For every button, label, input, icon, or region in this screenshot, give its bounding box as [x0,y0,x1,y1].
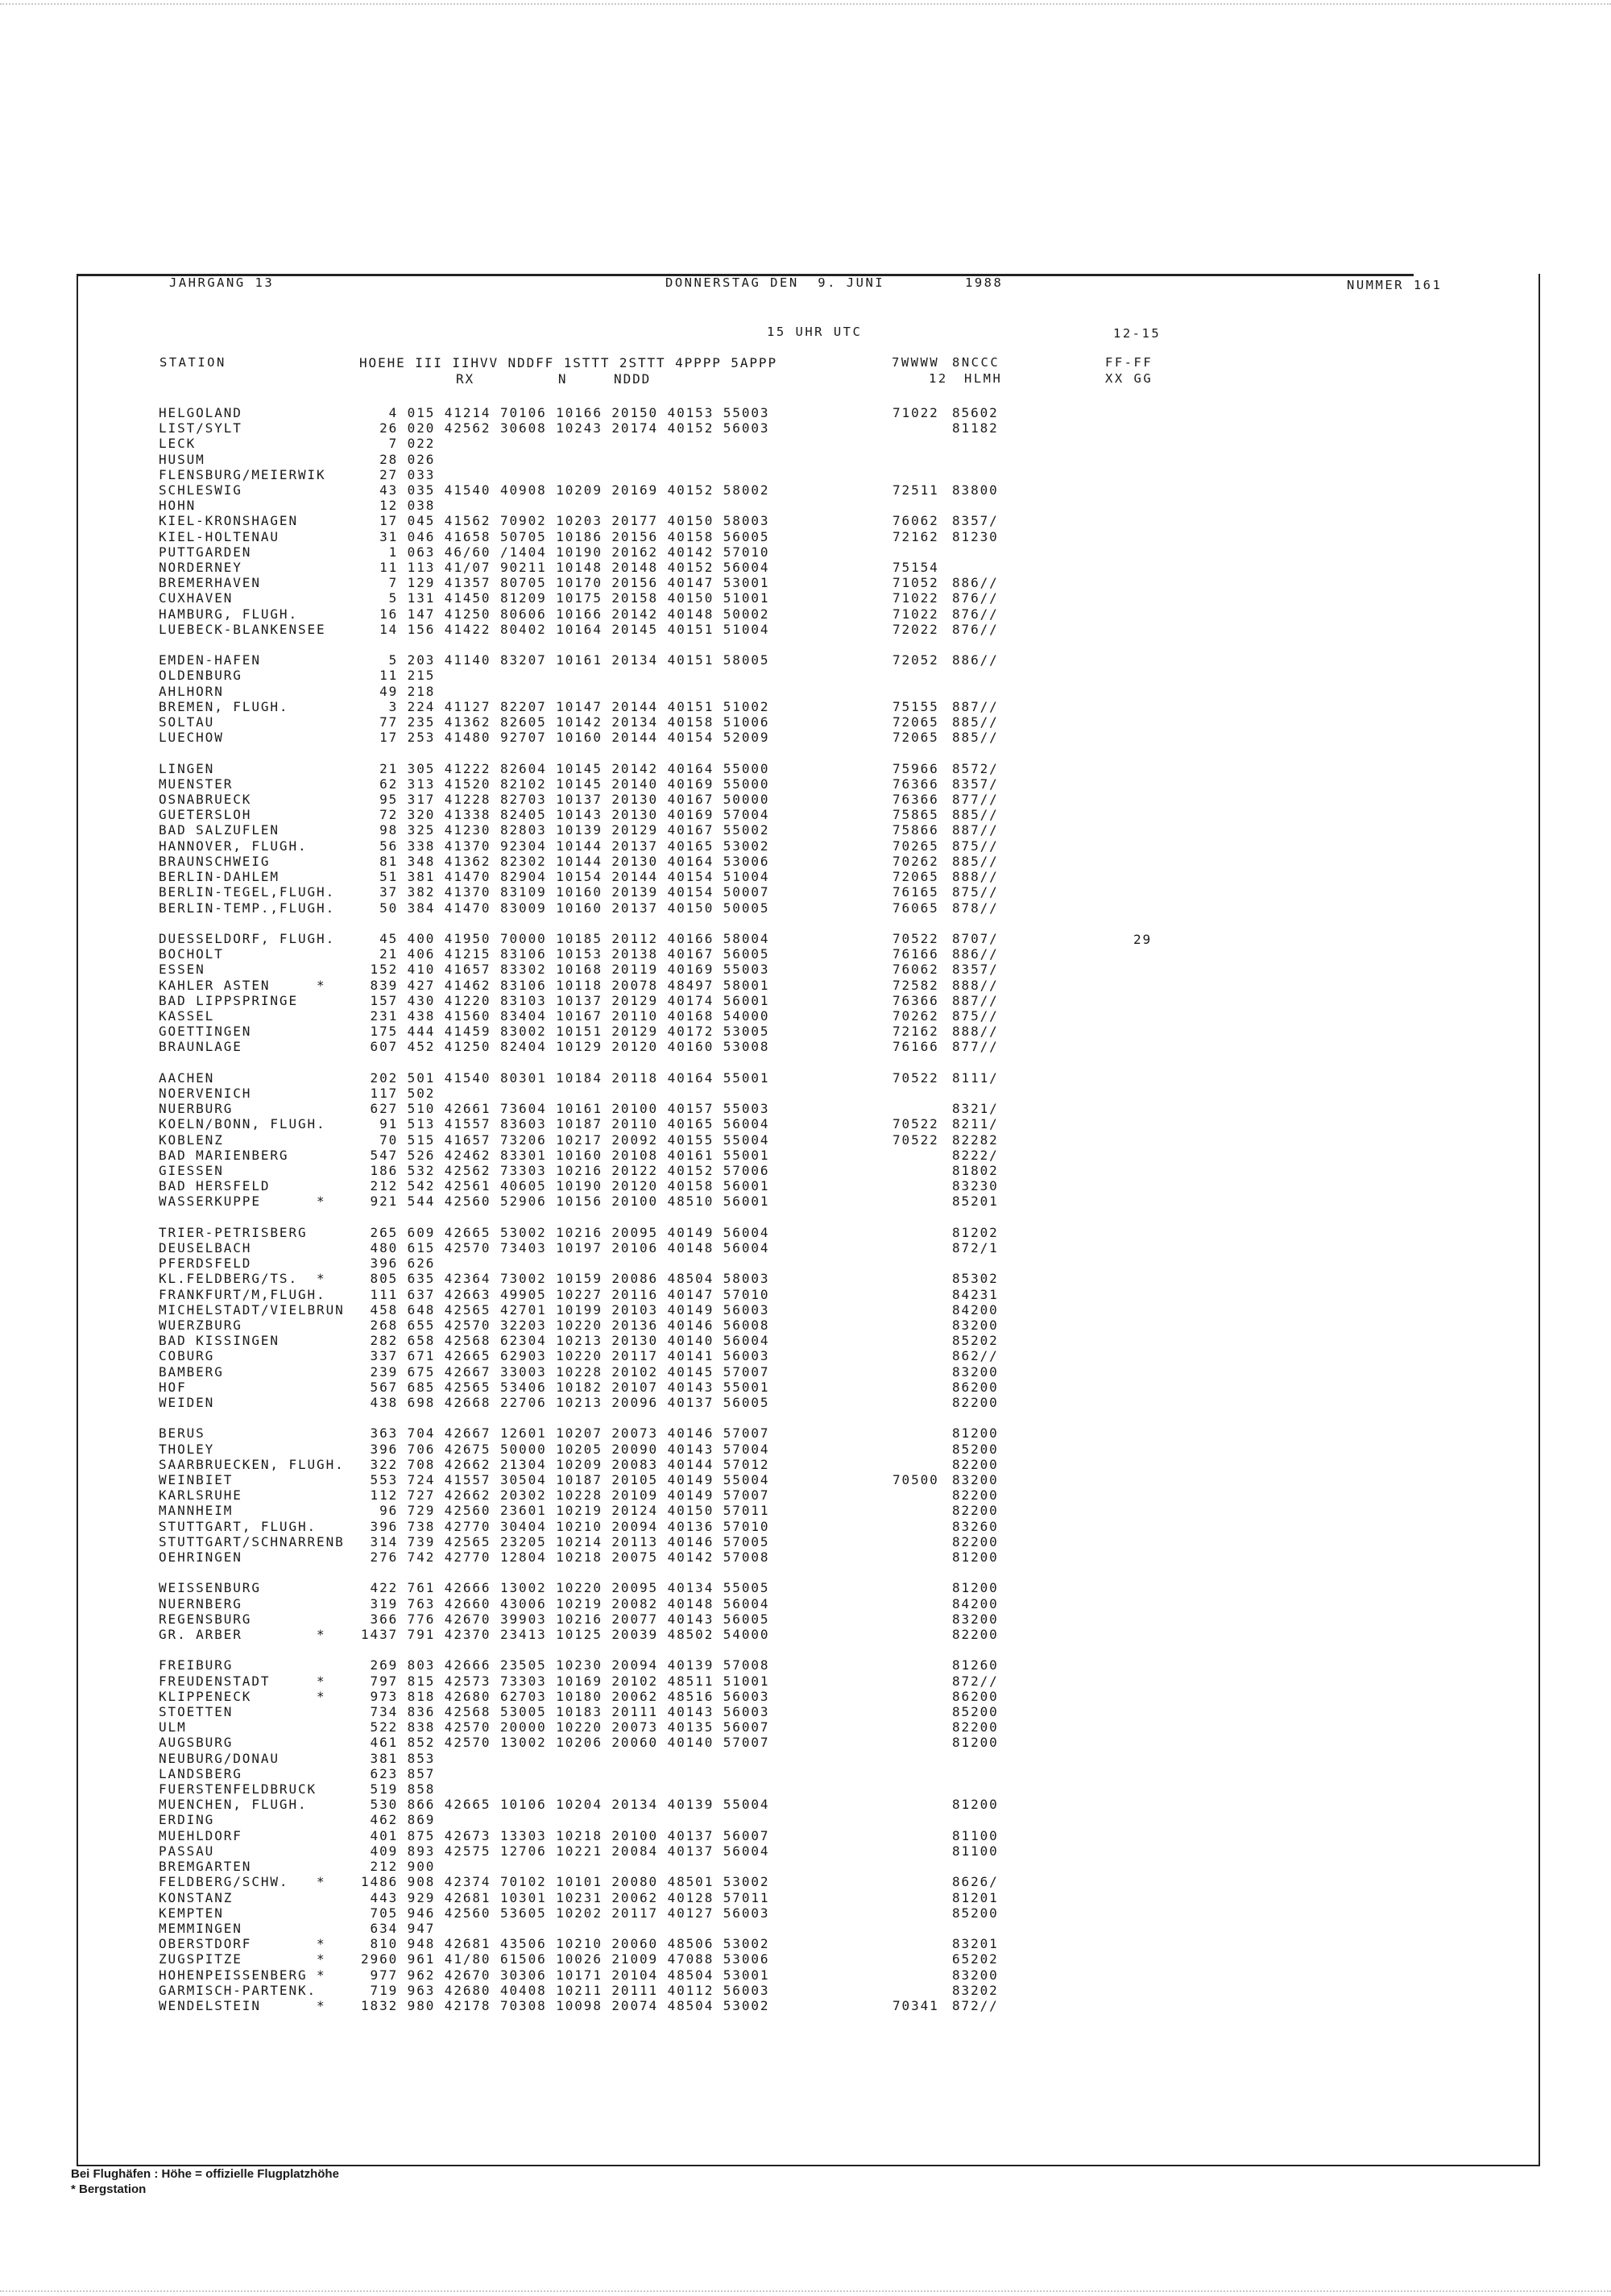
issue-number: NUMMER 161 [1347,278,1443,292]
station-column-header: STATION [159,355,226,370]
gust-value: 29 [1133,932,1153,947]
observation-values: 4 015 41214 70106 10166 20150 40153 55003 26 020 42562 30608 10243 20174 40152 56003 7 022 28 026 27 033 43 035 41540 40908 10209 20169 40152 58002 12 038 17 045 41562 70902 10203 20177 40150 58003 31 046 41658 50705 10186 20156 40158 56005 1 063 46/60 /1404 10190 20162 40142 57010 11 113 41/07 90211 10148 20148 40152 56004 7 129 41357 80705 10170 20156 40147 53001 5 131 41450 81209 10175 20158 40150 51001 16 147 41250 80606 10166 20142 40148 50002 14 156 41422 80402 10164 20145 40151 51004 5 203 41140 83207 10161 20134 40151 58005 11 215 49 218 3 224 41127 82207 10147 20144 40151 51002 77 235 41362 82605 10142 20134 40158 51006 17 253 41480 92707 10160 20144 40154 52009 21 305 41222 82604 10145 20142 40164 55000 62 313 41520 82102 10145 20140 40169 55000 95 317 41228 82703 10137 20130 40167 50000 72 320 41338 82405 10143 20130 40169 57004 98 325 41230 82803 10139 20129 40167 55002 56 338 41370 92304 10144 20137 40165 53002 81 348 41362 82302 10144 20130 40164 53006 51 381 41470 82904 10154 20144 40154 51004 37 382 41370 83109 10160 20139 40154 50007 50 384 41470 83009 10160 20137 40150 50005 45 400 41950 70000 10185 20112 40166 58004 21 406 41215 83106 10153 20138 40167 56005 152 410 41657 83302 10168 20119 40169 55003 839 427 41462 83106 10118 20078 48497 58001 157 430 41220 83103 10137 20129 40174 56001 231 438 41560 83404 10167 20110 40168 54000 175 444 41459 83002 10151 20129 40172 53005 607 452 41250 82404 10129 20120 40160 53008 202 501 41540 80301 10184 20118 40164 55001 117 502 627 510 42661 73604 10161 20100 40157 55003 91 513 41557 83603 10187 20110 40165 56004 70 515 41657 73206 10217 20092 40155 55004 547 526 42462 83301 10160 20108 40161 55001 186 532 42562 73303 10216 20122 40152 57006 212 542 42561 40605 10190 20120 40158 56001 921 544 42560 52906 10156 20100 48510 56001 265 609 42665 53002 10216 20095 40149 56004 480 615 42570 73403 10197 20106 40148 56004 396 626 805 635 42364 73002 10159 20086 48504 58003 111 637 42663 49905 10227 20116 40147 57010 458 648 42565 42701 10199 20103 40149 56003 268 655 42570 32203 10220 20136 40146 56008 282 658 42568 62304 10213 20130 40140 56004 337 671 42665 62903 10220 20117 40141 56003 239 675 42667 33003 10228 20102 40145 57007 567 685 42565 53406 10182 20107 40143 55001 438 698 42668 22706 10213 20096 40137 56005 363 704 42667 12601 10207 20073 40146 57007 396 706 42675 50000 10205 20090 40143 57004 322 708 42662 21304 10209 20083 40144 57012 553 724 41557 30504 10187 20105 40149 55004 112 727 42662 20302 10228 20109 40149 57007 96 729 42560 23601 10219 20124 40150 57011 396 738 42770 30404 10210 20094 40136 57010 314 739 42565 23205 10214 20113 40146 57005 276 742 42770 12804 10218 20075 40142 57008 422 761 42666 13002 10220 20095 40134 55005 319 763 42660 43006 10219 20082 40148 56004 366 776 42670 39903 10216 20077 40143 56005 1437 791 42370 23413 10125 20039 48502 54000 269 803 42666 23505 10230 20094 40139 57008 797 815 42573 73303 10169 20102 48511 51001 973 818 42680 62703 10180 20062 48516 56003 734 836 42568 53005 10183 20111 40143 56003 522 838 42570 20000 10220 20073 40135 56007 461 852 42570 13002 10206 20060 40140 57007 381 853 623 857 519 858 530 866 42665 10106 10204 20134 40139 55004 462 869 401 875 42673 13303 10218 20100 40137 56007 409 893 42575 12706 10221 20084 40137 56004 212 900 1486 908 42374 70102 10101 20080 48501 53002 443 929 42681 10301 10231 20062 40128 57011 705 946 42560 53605 10202 20117 40127 56003 634 947 810 948 42681 43506 10210 20060 48506 53002 2960 961 41/80 61506 10026 21009 47088 53006 977 962 42670 30306 10171 20104 48504 53001 719 963 42680 40408 10211 20111 40112 56003 1832 980 42178 70308 10098 20074 48504 53002 [361,405,770,2013]
bottom-edge-line [0,2290,1611,2292]
data-column-header: HOEHE III IIHVV NDDFF 1STTT 2STTT 4PPPP 5APPP [359,355,777,370]
group-8-values: 85602 81182 83800 8357/ 81230 886// 876// 876// 876// 886// 887// 885// 885// 8572/ 8357/ 877// 885// 887// 875// 885// 888// 875// 878// 8707/ 886// 8357/ 888// 887// 875// 888// 877// 8111/ 8321/ 8211/ 82282 8222/ 81802 83230 85201 81202 872/1 85302 84231 84200 83200 85202 862// 83200 86200 82200 81200 85200 82200 83200 82200 82200 83260 82200 81200 81200 84200 83200 82200 81260 872// 86200 85200 82200 81200 81200 81100 81100 8626/ 81201 85200 83201 65202 83200 83202 872// [952,405,999,2013]
footnote-airport-height: Bei Flughäfen : Höhe = offizielle Flugplatzhöhe [71,2167,339,2181]
col9-header: 7WWWW [892,355,940,370]
top-edge-line [0,3,1611,5]
station-names: HELGOLAND LIST/SYLT LECK HUSUM FLENSBURG/MEIERWIK SCHLESWIG HOHN KIEL-KRONSHAGEN KIEL-HOLTENAU PUTTGARDEN NORDERNEY BREMERHAVEN CUXHAVEN HAMBURG, FLUGH. LUEBECK-BLANKENSEE EMDEN-HAFEN OLDENBURG AHLHORN BREMEN, FLUGH. SOLTAU LUECHOW LINGEN MUENSTER OSNABRUECK GUETERSLOH BAD SALZUFLEN HANNOVER, FLUGH. BRAUNSCHWEIG BERLIN-DAHLEM BERLIN-TEGEL,FLUGH. BERLIN-TEMP.,FLUGH. DUESSELDORF, FLUGH. BOCHOLT ESSEN KAHLER ASTEN * BAD LIPPSPRINGE KASSEL GOETTINGEN BRAUNLAGE AACHEN NOERVENICH NUERBURG KOELN/BONN, FLUGH. KOBLENZ BAD MARIENBERG GIESSEN BAD HERSFELD WASSERKUPPE * TRIER-PETRISBERG DEUSELBACH PFERDSFELD KL.FELDBERG/TS. * FRANKFURT/M,FLUGH. MICHELSTADT/VIELBRUN WUERZBURG BAD KISSINGEN COBURG BAMBERG HOF WEIDEN BERUS THOLEY SAARBRUECKEN, FLUGH. WEINBIET KARLSRUHE MANNHEIM STUTTGART, FLUGH. STUTTGART/SCHNARRENB OEHRINGEN WEISSENBURG NUERNBERG REGENSBURG GR. ARBER * FREIBURG FREUDENSTADT * KLIPPENECK * STOETTEN ULM AUGSBURG NEUBURG/DONAU LANDSBERG FUERSTENFELDBRUCK MUENCHEN, FLUGH. ERDING MUEHLDORF PASSAU BREMGARTEN FELDBERG/SCHW. * KONSTANZ KEMPTEN MEMMINGEN OBERSTDORF * ZUGSPITZE * HOHENPEISSENBERG * GARMISCH-PARTENK. WENDELSTEIN * [159,405,345,2013]
col9-subheader: 12 [929,371,948,386]
time-label: 15 UHR UTC [767,325,863,339]
group-7-values: 71022 72511 76062 72162 75154 71052 71022 71022 72022 72052 75155 72065 72065 75966 76366 76366 75865 75866 70265 70262 72065 76165 76065 70522 76166 76062 72582 76366 70262 72162 76166 70522 70522 70522 70500 70341 [892,405,939,2013]
range-label: 12-15 [1113,326,1162,341]
wind-column-header: FF-FF [1105,355,1153,370]
data-column-subheader: RX N NDDD [456,371,652,387]
jahrgang-label: JAHRGANG 13 [169,275,275,290]
report-date: DONNERSTAG DEN 9. JUNI [665,275,885,290]
footnote-mountain-station: * Bergstation [71,2182,147,2196]
col10-subheader: HLMH [964,371,1003,386]
wind-column-subheader: XX GG [1105,371,1153,386]
report-year: 1988 [965,275,1004,290]
col10-header: 8NCCC [952,355,1000,370]
